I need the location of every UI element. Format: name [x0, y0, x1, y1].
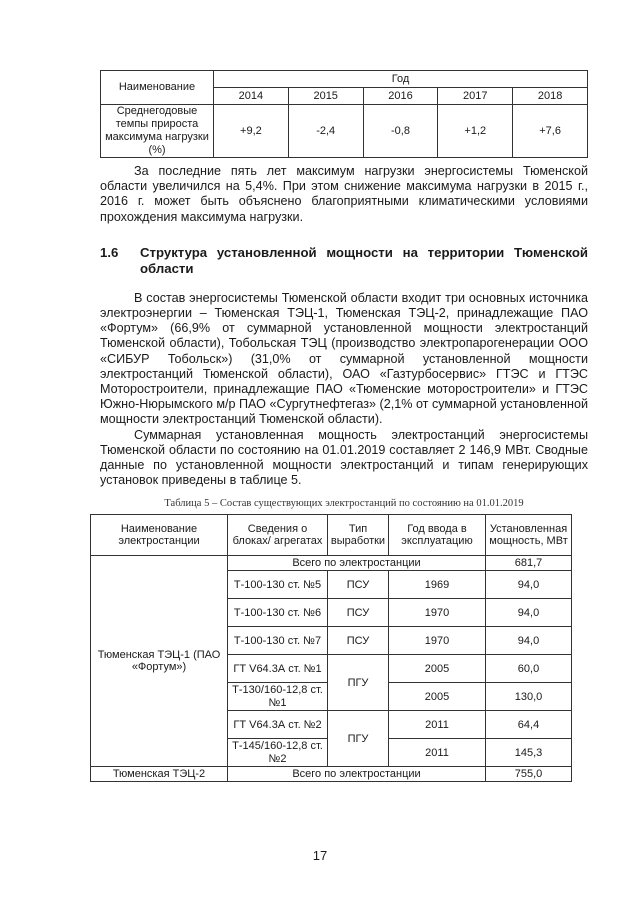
unit-name: ГТ V64.3А ст. №1	[228, 655, 328, 683]
page-content	[97, 70, 588, 782]
section-title: Структура установленной мощности на территории Тюменской области	[140, 244, 588, 276]
table2-header: Год ввода в эксплуатацию	[389, 515, 486, 556]
table1-value: -0,8	[363, 105, 438, 158]
unit-year: 2005	[389, 655, 486, 683]
table2-header: Сведения о блоках/ агрегатах	[228, 515, 328, 556]
unit-type: ПГУ	[328, 655, 389, 711]
table2-header: Наименование электростанции	[91, 515, 228, 556]
unit-name: Т-100-130 ст. №5	[228, 571, 328, 599]
table1-year: 2018	[513, 88, 588, 105]
table1-value: +9,2	[214, 105, 289, 158]
unit-power: 94,0	[486, 599, 572, 627]
paragraph: В состав энергосистемы Тюменской области входит три основных источника электроэнергии – Тюменская ТЭЦ-1, Тюменская ТЭЦ-2, принадлежащие ПАО «Фортум» (66,9% от суммарной установленной мощности электростанций Тюменской области), Тобольская ТЭЦ (производство электропарогенерации ООО «СИБУР Тобольск») (31,0% от суммарной установленной мощности электростанций Тюменской области), ОАО «Газтурбосервис» ГТЭС и ГТЭС Моторостроители, принадлежащие ПАО «Тюменские моторостроители» и ГТЭС Южно-Нюрымского м/р ПАО «Сургутнефтегаз» (2,1% от суммарной установленной мощности электростанций Тюменской области).	[100, 290, 588, 427]
table2-header: Тип выработки	[328, 515, 389, 556]
station-name: Тюменская ТЭЦ-1 (ПАО «Фортум»)	[91, 556, 228, 767]
unit-name: Т-100-130 ст. №6	[228, 599, 328, 627]
power-stations-table	[90, 514, 572, 782]
table1-row-label: Среднегодовые темпы прироста максимума нагрузки (%)	[101, 105, 214, 158]
station-name: Тюменская ТЭЦ-2	[91, 767, 228, 782]
table1-year: 2017	[438, 88, 513, 105]
paragraph: Суммарная установленная мощность электростанций энергосистемы Тюменской области по состоянию на 01.01.2019 составляет 2 146,9 МВт. Сводные данные по установленной мощности электростанций и типам генерирующих установок приведены в таблице 5.	[100, 427, 588, 488]
section-heading	[100, 245, 588, 277]
unit-type: ПСУ	[328, 571, 389, 599]
unit-type: ПГУ	[328, 711, 389, 767]
unit-year: 2011	[389, 739, 486, 767]
unit-year: 1970	[389, 627, 486, 655]
table1-year: 2016	[363, 88, 438, 105]
table1-year: 2014	[214, 88, 289, 105]
unit-year: 1970	[389, 599, 486, 627]
paragraph: За последние пять лет максимум нагрузки энергосистемы Тюменской области увеличился на 5,4%. При этом снижение максимума нагрузки в 2015 г., 2016 г. может быть объяснено благоприятными климатическими условиями прохождения максимума нагрузки.	[100, 164, 588, 224]
unit-name: Т-100-130 ст. №7	[228, 627, 328, 655]
table1-year: 2015	[288, 88, 363, 105]
table1-value: +7,6	[513, 105, 588, 158]
table2-header: Установленная мощность, МВт	[486, 515, 572, 556]
page-number: 17	[312, 848, 328, 863]
station-total-label: Всего по электростанции	[228, 556, 486, 571]
unit-power: 94,0	[486, 571, 572, 599]
unit-name: Т-145/160-12,8 ст. №2	[228, 739, 328, 767]
unit-name: ГТ V64.3А ст. №2	[228, 711, 328, 739]
table1-value: +1,2	[438, 105, 513, 158]
station-total-value: 681,7	[486, 556, 572, 571]
unit-power: 60,0	[486, 655, 572, 683]
table1-value: -2,4	[288, 105, 363, 158]
section-number: 1.6	[100, 244, 119, 260]
unit-power: 145,3	[486, 739, 572, 767]
table-caption: Таблица 5 – Состав существующих электростанций по состоянию на 01.01.2019	[164, 498, 524, 510]
load-growth-table	[100, 70, 588, 158]
station-total-label: Всего по электростанции	[228, 767, 486, 782]
unit-type: ПСУ	[328, 599, 389, 627]
table1-header-year: Год	[214, 71, 588, 88]
unit-power: 94,0	[486, 627, 572, 655]
unit-name: Т-130/160-12,8 ст. №1	[228, 683, 328, 711]
table1-header-name: Наименование	[101, 71, 214, 105]
station-total-value: 755,0	[486, 767, 572, 782]
unit-type: ПСУ	[328, 627, 389, 655]
unit-year: 2005	[389, 683, 486, 711]
unit-year: 2011	[389, 711, 486, 739]
unit-year: 1969	[389, 571, 486, 599]
unit-power: 64,4	[486, 711, 572, 739]
unit-power: 130,0	[486, 683, 572, 711]
